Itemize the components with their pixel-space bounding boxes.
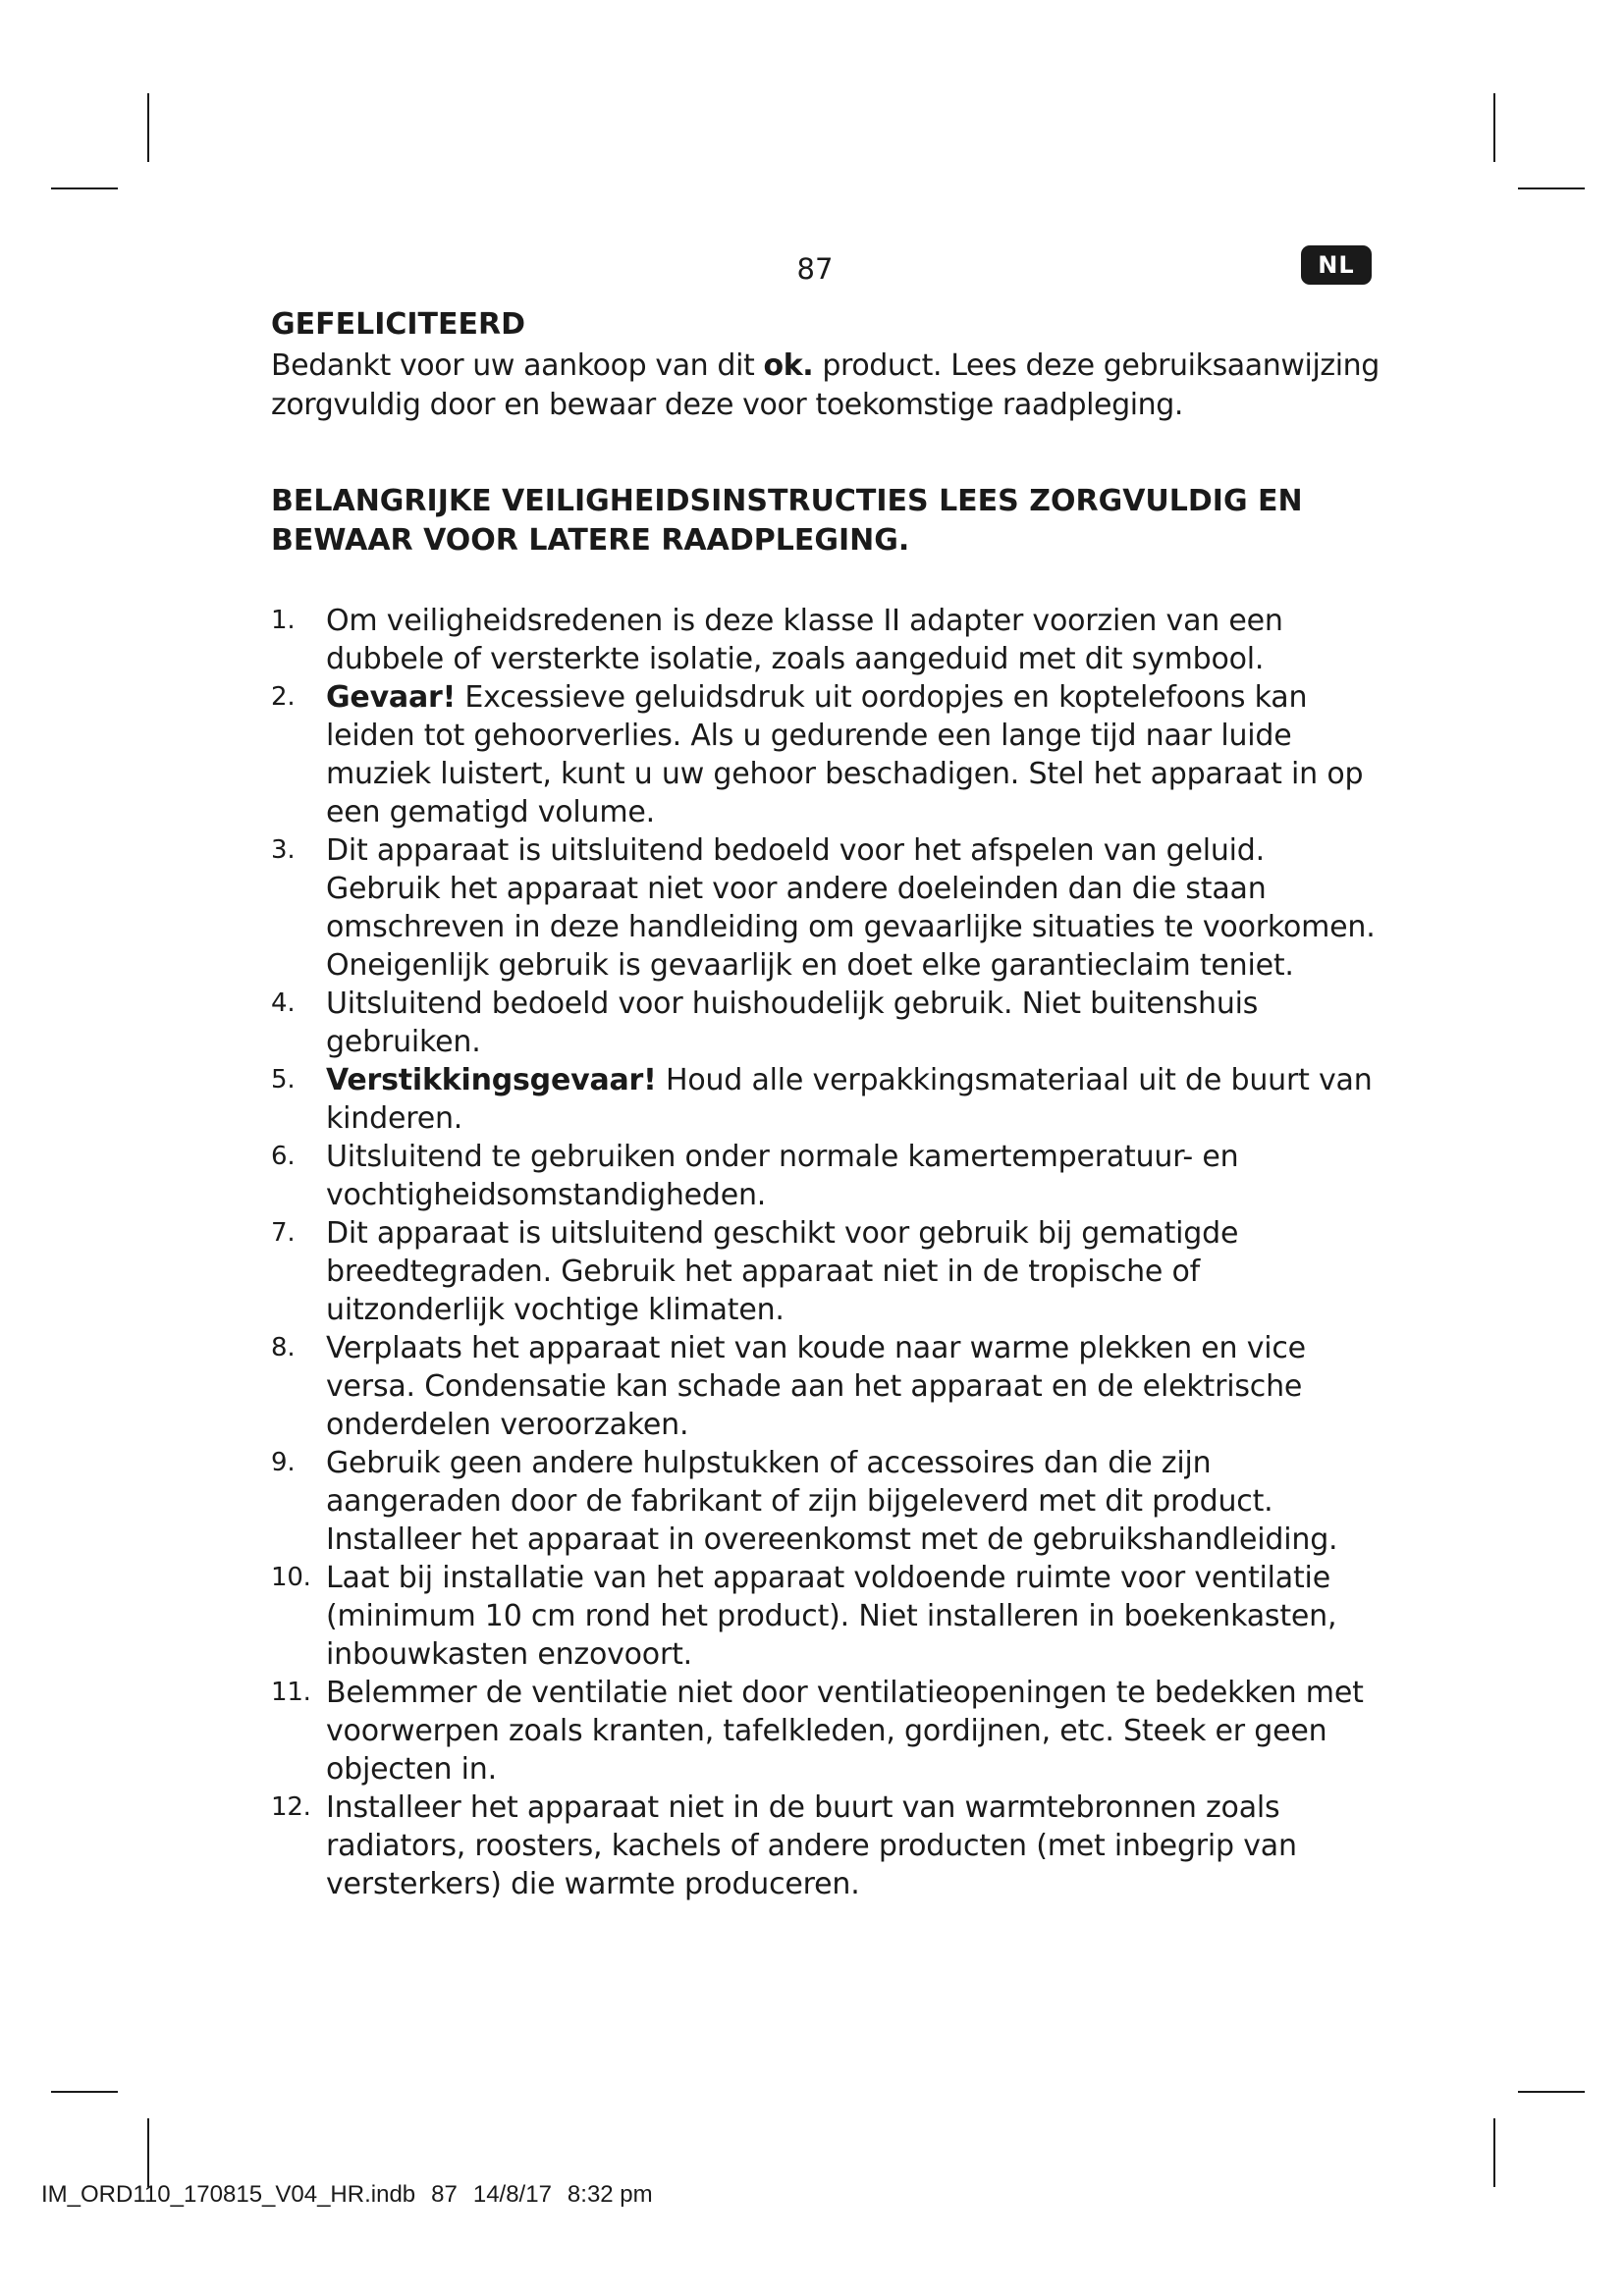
instruction-item: [271, 1444, 1380, 1559]
instruction-number: 4.: [271, 988, 296, 1018]
instruction-item: [271, 1674, 1380, 1789]
instruction-number: 3.: [271, 835, 296, 865]
page-number: 87: [796, 252, 834, 286]
instruction-warning-label: Gevaar!: [326, 680, 457, 715]
print-footer: [41, 2181, 669, 2209]
crop-mark: [147, 93, 149, 162]
instruction-item: [271, 678, 1380, 831]
instruction-text: Uitsluitend bedoeld voor huishoudelijk gebruik. Niet buitenshuis gebruiken.: [326, 987, 1259, 1059]
crop-mark: [147, 2118, 149, 2187]
instruction-number: 9.: [271, 1448, 296, 1477]
congrats-text-after: product. Lees deze gebruiksaanwijzing zorgvuldig door en bewaar deze voor toekomstige raadpleging.: [271, 348, 1380, 422]
congrats-text-before: Bedankt voor uw aankoop van dit: [271, 348, 764, 383]
instruction-number: 2.: [271, 682, 296, 712]
instruction-number: 5.: [271, 1065, 296, 1095]
language-badge: NL: [1301, 245, 1372, 285]
instruction-item: [271, 1329, 1380, 1444]
crop-mark: [1493, 93, 1495, 162]
instruction-item: [271, 831, 1380, 985]
instruction-number: 8.: [271, 1333, 296, 1362]
instruction-item: [271, 1138, 1380, 1214]
footer-date: 14/8/17: [472, 2181, 552, 2208]
instruction-text: Dit apparaat is uitsluitend geschikt voor gebruik bij gematigde breedtegraden. Gebruik het apparaat niet in de tropische of uitzonderlijk vochtige klimaten.: [326, 1216, 1239, 1327]
crop-mark: [51, 187, 118, 189]
safety-title: BELANGRIJKE VEILIGHEIDSINSTRUCTIES LEES ZORGVULDIG EN BEWAAR VOOR LATERE RAADPLEGING.: [271, 484, 1303, 558]
instruction-text: Uitsluitend te gebruiken onder normale kamertemperatuur- en vochtigheidsomstandigheden.: [326, 1140, 1239, 1212]
brand-name: ok.: [763, 348, 814, 383]
instruction-item: [271, 1789, 1380, 1903]
instruction-item: [271, 1061, 1380, 1138]
footer-page: 87: [431, 2181, 458, 2208]
crop-mark: [1493, 2118, 1495, 2187]
instruction-item: [271, 1559, 1380, 1674]
instruction-warning-label: Verstikkingsgevaar!: [326, 1063, 657, 1097]
footer-time: 8:32 pm: [567, 2181, 653, 2208]
instruction-number: 12.: [271, 1792, 311, 1822]
instruction-text: Gebruik geen andere hulpstukken of accessoires dan die zijn aangeraden door de fabrikant of zijn bijgeleverd met dit product. Installeer het apparaat in overeenkomst met de gebruikshandleiding.: [326, 1446, 1338, 1557]
instruction-number: 1.: [271, 606, 296, 635]
instruction-number: 10.: [271, 1563, 311, 1592]
instruction-item: [271, 985, 1380, 1061]
instruction-text: Excessieve geluidsdruk uit oordopjes en koptelefoons kan leiden tot gehoorverlies. Als u gedurende een lange tijd naar luide muziek luistert, kunt u uw gehoor beschadigen. Stel het apparaat in op een gematigd volume.: [326, 680, 1364, 829]
manual-content: [271, 306, 1380, 1903]
instruction-text: Installeer het apparaat niet in de buurt van warmtebronnen zoals radiators, roosters, kachels of andere producten (met inbegrip van versterkers) die warmte produceren.: [326, 1790, 1297, 1901]
instruction-text: Houd alle verpakkingsmateriaal uit de buurt van kinderen.: [326, 1063, 1373, 1136]
instruction-text: Laat bij installatie van het apparaat voldoende ruimte voor ventilatie (minimum 10 cm rond het product). Niet installeren in boekenkasten, inbouwkasten enzovoort.: [326, 1561, 1337, 1672]
instruction-text: Dit apparaat is uitsluitend bedoeld voor het afspelen van geluid. Gebruik het apparaat niet voor andere doeleinden dan die staan omschreven in deze handleiding om gevaarlijke situaties te voorkomen. Oneigenlijk gebruik is gevaarlijk en doet elke garantieclaim teniet.: [326, 833, 1376, 983]
footer-filename: IM_ORD110_170815_V04_HR.indb: [41, 2181, 416, 2208]
instruction-text: Om veiligheidsredenen is deze klasse II adapter voorzien van een dubbele of versterkte isolatie, zoals aangeduid met dit symbool.: [326, 604, 1283, 676]
instruction-number: 6.: [271, 1142, 296, 1171]
instruction-number: 7.: [271, 1218, 296, 1248]
crop-mark: [1518, 2091, 1585, 2093]
crop-mark: [1518, 187, 1585, 189]
safety-instructions-list: [271, 602, 1380, 1903]
instruction-item: [271, 602, 1380, 678]
instruction-number: 11.: [271, 1678, 311, 1707]
instruction-text: Belemmer de ventilatie niet door ventilatieopeningen te bedekken met voorwerpen zoals kranten, tafelkleden, gordijnen, etc. Steek er geen objecten in.: [326, 1676, 1364, 1787]
congrats-text: [271, 347, 1380, 425]
congrats-title: GEFELICITEERD: [271, 307, 526, 342]
instruction-text: Verplaats het apparaat niet van koude naar warme plekken en vice versa. Condensatie kan schade aan het apparaat en de elektrische onderdelen veroorzaken.: [326, 1331, 1306, 1442]
instruction-item: [271, 1214, 1380, 1329]
crop-mark: [51, 2091, 118, 2093]
